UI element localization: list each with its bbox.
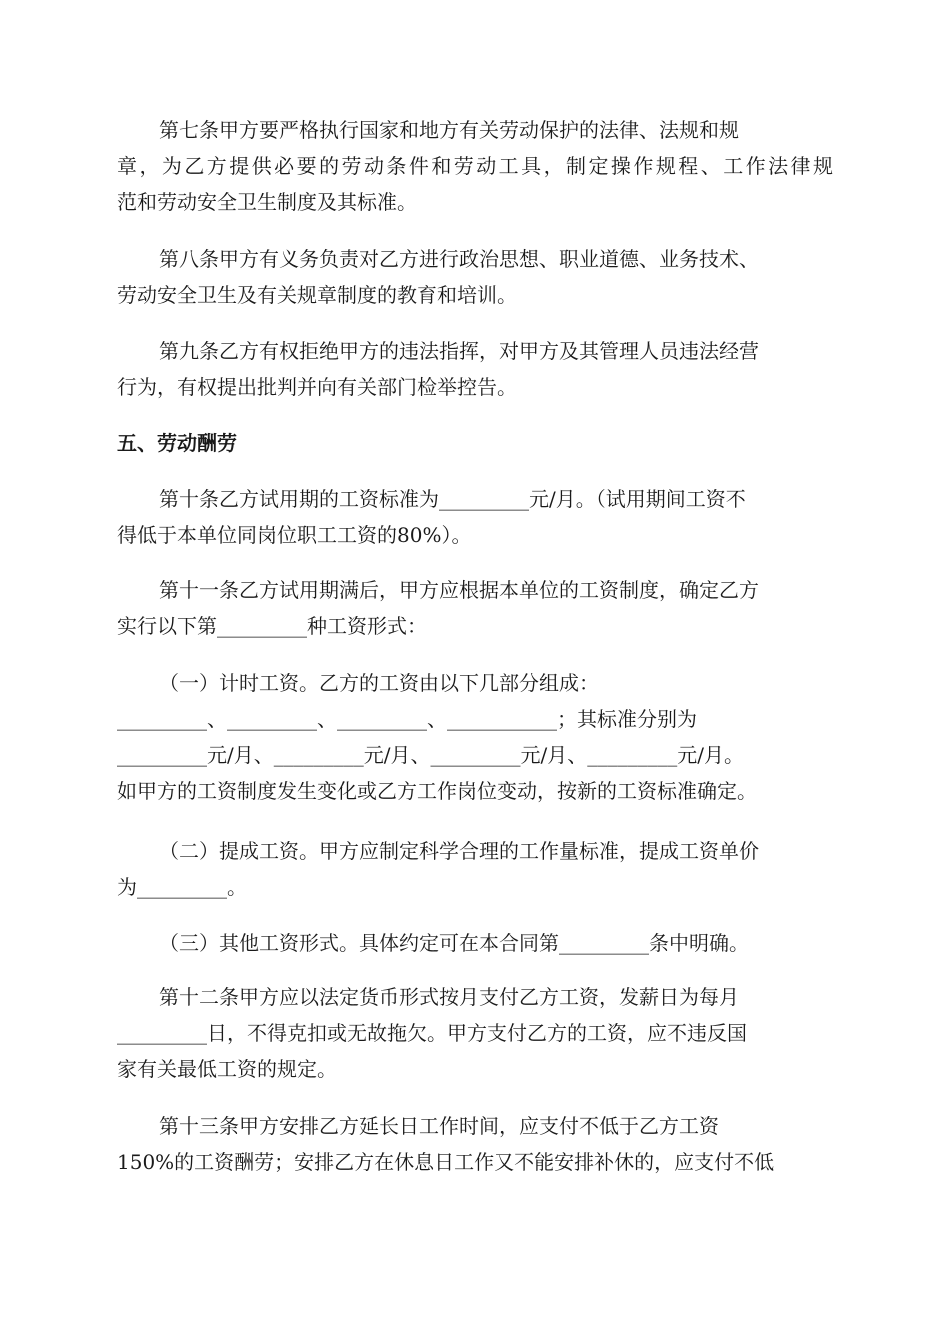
text-line: 为_________。 bbox=[117, 875, 247, 899]
text-line: 第七条甲方要严格执行国家和地方有关劳动保护的法律、法规和规 bbox=[159, 118, 739, 142]
text-line: _________日，不得克扣或无故拖欠。甲方支付乙方的工资，应不违反国 bbox=[117, 1021, 747, 1045]
text-line: 第十条乙方试用期的工资标准为_________元/月。（试用期间工资不 bbox=[159, 487, 746, 511]
text-line: 第十一条乙方试用期满后，甲方应根据本单位的工资制度，确定乙方 bbox=[159, 578, 759, 602]
article-12-paragraph bbox=[117, 979, 833, 1087]
other-wage-paragraph bbox=[117, 925, 833, 961]
article-11-paragraph bbox=[117, 572, 833, 644]
commission-wage-paragraph bbox=[117, 833, 833, 905]
text-line: 家有关最低工资的规定。 bbox=[117, 1057, 337, 1081]
text-line: 第九条乙方有权拒绝甲方的违法指挥，对甲方及其管理人员违法经营 bbox=[159, 339, 759, 363]
section-heading: 五、劳动酬劳 bbox=[117, 431, 237, 455]
text-line: 如甲方的工资制度发生变化或乙方工作岗位变动，按新的工资标准确定。 bbox=[117, 779, 757, 803]
text-line: 第十二条甲方应以法定货币形式按月支付乙方工资，发薪日为每月 bbox=[159, 985, 739, 1009]
article-8-paragraph bbox=[117, 241, 833, 313]
text-line: 章，为乙方提供必要的劳动条件和劳动工具，制定操作规程、工作法律规 bbox=[117, 154, 833, 178]
text-line: 得低于本单位同岗位职工工资的80%）。 bbox=[117, 523, 472, 547]
hourly-wage-paragraph bbox=[117, 665, 833, 809]
text-line: （二）提成工资。甲方应制定科学合理的工作量标准，提成工资单价 bbox=[159, 839, 759, 863]
text-line: 第十三条甲方安排乙方延长日工作时间，应支付不低于乙方工资 bbox=[159, 1114, 719, 1138]
text-line: 实行以下第_________种工资形式： bbox=[117, 614, 427, 638]
text-line: _________、_________、_________、___________；其标准分别为 bbox=[117, 707, 697, 731]
article-9-paragraph bbox=[117, 333, 833, 405]
text-line: _________元/月、_________元/月、_________元/月、_________元/月。 bbox=[117, 743, 744, 767]
text-line: 劳动安全卫生及有关规章制度的教育和培训。 bbox=[117, 283, 517, 307]
article-13-paragraph bbox=[117, 1108, 833, 1180]
text-line: 150%的工资酬劳；安排乙方在休息日工作又不能安排补休的，应支付不低 bbox=[117, 1150, 775, 1174]
section-heading-block bbox=[117, 425, 833, 461]
text-line: 第八条甲方有义务负责对乙方进行政治思想、职业道德、业务技术、 bbox=[159, 247, 759, 271]
text-line: （三）其他工资形式。具体约定可在本合同第_________条中明确。 bbox=[159, 931, 749, 955]
article-7-paragraph bbox=[117, 112, 833, 220]
text-line: 行为，有权提出批判并向有关部门检举控告。 bbox=[117, 375, 517, 399]
text-line: （一）计时工资。乙方的工资由以下几部分组成： bbox=[159, 671, 599, 695]
article-10-paragraph bbox=[117, 481, 833, 553]
text-line: 范和劳动安全卫生制度及其标准。 bbox=[117, 190, 417, 214]
